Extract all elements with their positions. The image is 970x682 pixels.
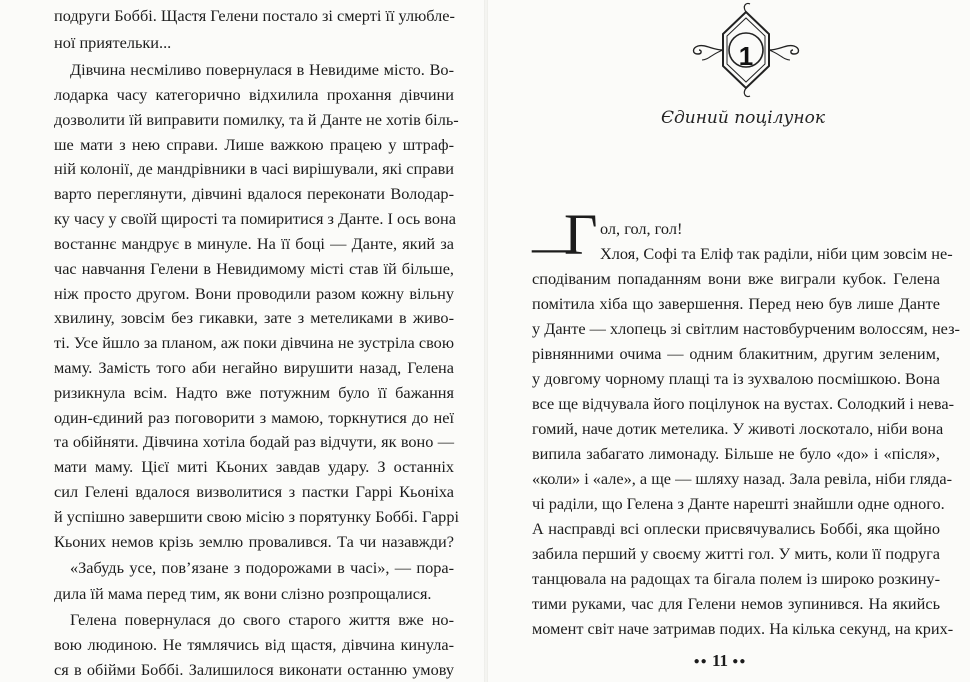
text-line: у довгому чорному плащі та із зухвалою посмішкою. Вона	[532, 369, 940, 388]
text-line: лодарка часу категорично відхилила прохання дівчини	[54, 85, 454, 104]
text-line: ті. Усе йшло за планом, аж поки дівчина не зустріла свою	[54, 333, 454, 352]
text-line: ку часу у своїй щирості та помиритися з Данте. І ось вона	[54, 209, 456, 228]
page-number	[670, 650, 770, 673]
text-line: востаннє мандрує в минуле. На її боці — Данте, який за	[54, 234, 454, 253]
text-line: тими руками, час для Гелени немов зупинився. На якийсь	[532, 594, 940, 613]
first-line: ол, гол, гол!	[600, 219, 683, 238]
text-line: сподіваним попаданням вони вже виграли кубок. Гелена	[532, 269, 940, 288]
text-line: варто переглянути, дівчині вдалося переконати Володар-	[54, 184, 454, 203]
text-line: дила їй мама перед тим, як вони слізно розпрощалися.	[54, 584, 432, 603]
text-line: ніж просто другом. Вони проводили разом кожну вільну	[54, 284, 454, 303]
drop-cap-letter: Г	[564, 202, 598, 267]
chapter-number: 1	[738, 41, 754, 71]
text-line: «коли» і «але», а ще — шляху назад. Зала ревіла, ніби гляда-	[532, 469, 953, 488]
text-line: танцювала на радощах та бігала полем із широко розкину-	[532, 569, 940, 588]
text-line: Кьоних немов крізь землю провалився. Та чи назавжди?	[54, 532, 454, 551]
text-line: Дівчина несміливо повернулася в Невидиме місто. Во-	[70, 60, 454, 79]
text-line: сил Гелені вдалося визволитися з пастки Гаррі Кьоніха	[54, 482, 454, 501]
text-line: ше мати з нею справи. Лише важкою працею у штраф-	[54, 135, 454, 154]
text-line: помітила хіба що завершення. Перед нею був лише Данте	[532, 294, 940, 313]
text-line: час навчання Гелени в Невидимому місті став їй більше,	[54, 259, 454, 278]
text-line: хвилину, зовсім без гикавки, зате з метеликами в живо-	[54, 308, 454, 327]
text-line: Гелена повернулася до свого старого життя вже но-	[70, 610, 454, 629]
text-line: ної приятельки...	[54, 33, 172, 52]
text-line: один-єдиний раз поговорити з мамою, торкнутися до неї	[54, 408, 454, 427]
text-line: й успішно завершити свою місію з порятунку Боббі. Гаррі	[54, 507, 459, 526]
text-line: дозволити їй виправити помилку, та й Данте не хотів біль-	[54, 110, 459, 129]
text-line: вою людиною. Не тямлячись від щастя, дівчина кинула-	[54, 635, 454, 654]
text-line: А насправді всі оплески присвячувались Боббі, яка щойно	[532, 519, 940, 538]
text-line: Хлоя, Софі та Еліф так раділи, ніби цим зовсім не-	[600, 244, 953, 263]
text-line: подруги Боббі. Щастя Гелени постало зі смерті її улюбле-	[54, 6, 455, 25]
text-line: чі раділи, що Гелена з Данте нарешті знайшли одне одного.	[532, 494, 945, 513]
text-line: гомий, наче дотик метелика. У животі лоскотало, ніби вона	[532, 419, 944, 438]
folio-dots-left-icon: ●●	[693, 656, 708, 668]
text-line: випила забагато лимонаду. Більше не було «до» і «після»,	[532, 444, 940, 463]
folio-dots-right-icon: ●●	[732, 656, 747, 668]
text-line: ній колонії, де мандрівники в часі вирішували, які справи	[54, 159, 454, 178]
text-line: та обійняти. Дівчина хотіла бодай раз відчути, як воно —	[54, 432, 454, 451]
chapter-title: Єдиний поцілунок	[661, 108, 825, 128]
book-gutter	[484, 0, 488, 682]
text-line: все ще відчувала його поцілунок на вустах. Солодкий і нева-	[532, 394, 955, 413]
drop-cap-dash: —	[532, 223, 576, 272]
text-line: момент світ наче затримав подих. На кілька секунд, на крих-	[532, 619, 954, 638]
page-number-value: 11	[711, 651, 729, 670]
text-line: ризикнула всім. Надто вже потужним було її бажання	[54, 383, 454, 402]
text-line: ся в обійми Боббі. Залишилося виконати останню умову	[54, 660, 454, 679]
text-line: забила перший у своєму житті гол. У мить, коли її подруга	[532, 544, 940, 563]
text-line: «Забудь усе, пов’язане з подорожами в часі», — пора-	[70, 558, 454, 577]
text-line: рівнянними очима — одним блакитним, другим зеленим,	[532, 344, 940, 363]
text-line: мати маму. Цієї миті Кьоних завдав удару. З останніх	[54, 457, 454, 476]
text-line: маму. Замість того аби негайно вирушити назад, Гелена	[54, 358, 454, 377]
text-line: у Данте — хлопець зі світлим настовбурченим волоссям, нез-	[532, 319, 960, 338]
